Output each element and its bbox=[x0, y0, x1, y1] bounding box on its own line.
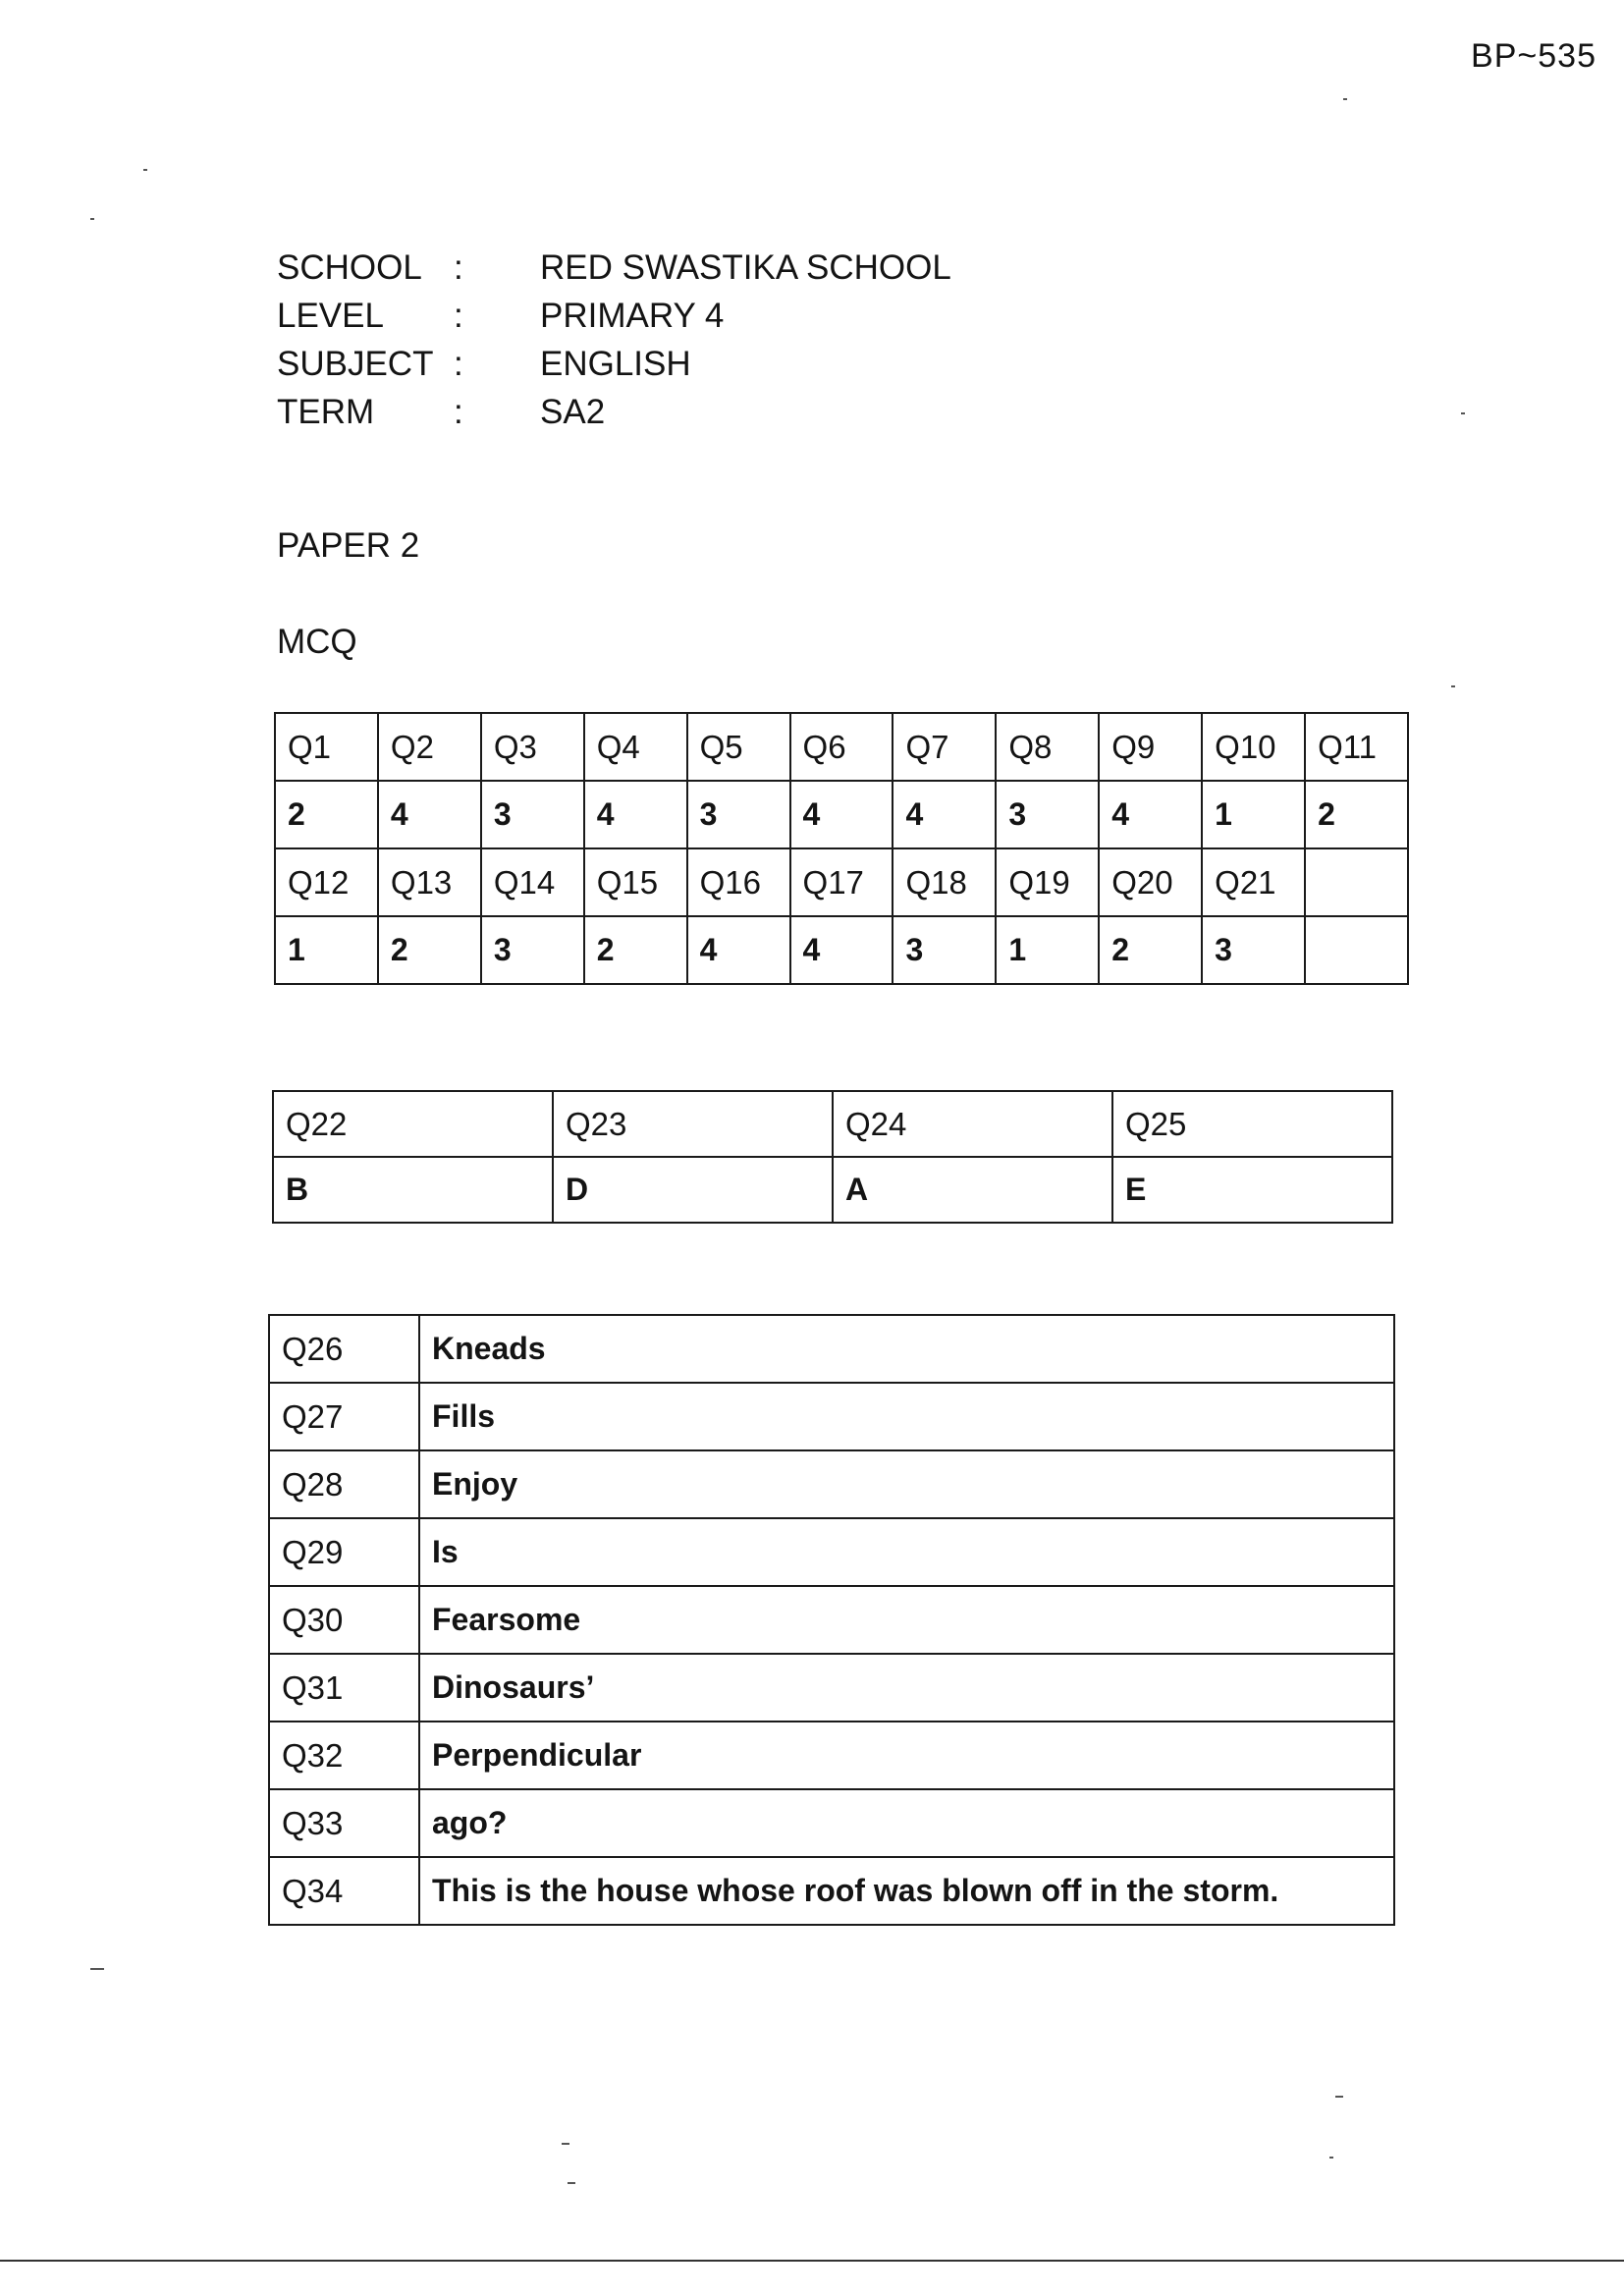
answer-cell: Fills bbox=[419, 1383, 1394, 1450]
question-cell: Q21 bbox=[1202, 848, 1305, 916]
table-row bbox=[269, 1383, 1394, 1450]
table-row bbox=[275, 781, 1408, 848]
question-cell: Q2 bbox=[378, 713, 481, 781]
answer-cell: 4 bbox=[378, 781, 481, 848]
question-cell: Q14 bbox=[481, 848, 584, 916]
answer-cell: 2 bbox=[1305, 781, 1408, 848]
info-value: SA2 bbox=[540, 392, 606, 431]
answer-cell: 2 bbox=[1099, 916, 1202, 984]
question-cell: Q11 bbox=[1305, 713, 1408, 781]
info-label: SUBJECT bbox=[277, 344, 434, 383]
info-value: ENGLISH bbox=[540, 344, 691, 383]
answer-cell: Is bbox=[419, 1518, 1394, 1586]
scan-speck bbox=[1343, 98, 1347, 100]
scan-speck bbox=[90, 1968, 104, 1970]
table-row bbox=[273, 1157, 1392, 1223]
question-cell: Q13 bbox=[378, 848, 481, 916]
table-row bbox=[269, 1857, 1394, 1925]
question-cell: Q23 bbox=[553, 1091, 833, 1157]
question-cell: Q27 bbox=[269, 1383, 419, 1450]
question-cell: Q30 bbox=[269, 1586, 419, 1654]
scan-speck bbox=[143, 169, 147, 171]
mcq-answer-table bbox=[274, 712, 1409, 985]
question-cell: Q3 bbox=[481, 713, 584, 781]
question-cell: Q6 bbox=[790, 713, 893, 781]
answer-cell: 3 bbox=[481, 916, 584, 984]
table-row bbox=[269, 1315, 1394, 1383]
question-cell: Q8 bbox=[996, 713, 1099, 781]
answer-cell: ago? bbox=[419, 1789, 1394, 1857]
section-heading: MCQ bbox=[277, 623, 357, 661]
table-row bbox=[275, 916, 1408, 984]
answer-cell: 3 bbox=[481, 781, 584, 848]
answer-cell: 3 bbox=[996, 781, 1099, 848]
table-row bbox=[269, 1586, 1394, 1654]
table-row bbox=[269, 1450, 1394, 1518]
paper-heading: PAPER 2 bbox=[277, 526, 420, 565]
info-row-term bbox=[277, 388, 951, 436]
question-cell: Q31 bbox=[269, 1654, 419, 1722]
scan-speck bbox=[1451, 685, 1455, 687]
info-value: RED SWASTIKA SCHOOL bbox=[540, 247, 951, 287]
question-cell: Q22 bbox=[273, 1091, 553, 1157]
answer-cell: Kneads bbox=[419, 1315, 1394, 1383]
empty-cell bbox=[1305, 848, 1408, 916]
school-info bbox=[277, 244, 951, 436]
question-cell: Q24 bbox=[833, 1091, 1112, 1157]
info-label: TERM bbox=[277, 392, 375, 431]
table-row bbox=[269, 1518, 1394, 1586]
question-cell: Q17 bbox=[790, 848, 893, 916]
info-label: LEVEL bbox=[277, 296, 384, 335]
table-row bbox=[275, 848, 1408, 916]
answer-cell: 2 bbox=[275, 781, 378, 848]
answer-cell: 2 bbox=[584, 916, 687, 984]
info-value: PRIMARY 4 bbox=[540, 296, 725, 335]
answer-cell: Fearsome bbox=[419, 1586, 1394, 1654]
question-cell: Q34 bbox=[269, 1857, 419, 1925]
question-cell: Q26 bbox=[269, 1315, 419, 1383]
scan-speck bbox=[1335, 2096, 1343, 2098]
scan-speck bbox=[562, 2143, 569, 2145]
answer-cell: 4 bbox=[584, 781, 687, 848]
table-row bbox=[269, 1654, 1394, 1722]
question-cell: Q10 bbox=[1202, 713, 1305, 781]
info-row-level bbox=[277, 292, 951, 340]
answer-cell: E bbox=[1112, 1157, 1392, 1223]
answer-cell: 4 bbox=[687, 916, 790, 984]
table-row bbox=[273, 1091, 1392, 1157]
answer-cell: 1 bbox=[1202, 781, 1305, 848]
table-row bbox=[275, 713, 1408, 781]
table-row bbox=[269, 1722, 1394, 1789]
answer-cell: 1 bbox=[996, 916, 1099, 984]
answer-cell: B bbox=[273, 1157, 553, 1223]
scan-speck bbox=[1329, 2157, 1333, 2159]
question-cell: Q18 bbox=[893, 848, 996, 916]
table-row bbox=[269, 1789, 1394, 1857]
answer-cell: 2 bbox=[378, 916, 481, 984]
question-cell: Q33 bbox=[269, 1789, 419, 1857]
info-colon: : bbox=[454, 247, 463, 287]
answer-cell: 4 bbox=[893, 781, 996, 848]
answer-cell: 1 bbox=[275, 916, 378, 984]
question-cell: Q9 bbox=[1099, 713, 1202, 781]
question-cell: Q7 bbox=[893, 713, 996, 781]
question-cell: Q19 bbox=[996, 848, 1099, 916]
scan-speck bbox=[568, 2182, 575, 2184]
answer-cell: 4 bbox=[790, 916, 893, 984]
info-label: SCHOOL bbox=[277, 247, 422, 287]
question-cell: Q5 bbox=[687, 713, 790, 781]
question-cell: Q28 bbox=[269, 1450, 419, 1518]
document-id: BP~535 bbox=[1471, 37, 1597, 75]
letter-answer-table bbox=[272, 1090, 1393, 1224]
question-cell: Q12 bbox=[275, 848, 378, 916]
question-cell: Q16 bbox=[687, 848, 790, 916]
answer-cell: Perpendicular bbox=[419, 1722, 1394, 1789]
scan-speck bbox=[90, 218, 94, 220]
question-cell: Q29 bbox=[269, 1518, 419, 1586]
answer-cell: This is the house whose roof was blown off in the storm. bbox=[419, 1857, 1394, 1925]
question-cell: Q4 bbox=[584, 713, 687, 781]
question-cell: Q15 bbox=[584, 848, 687, 916]
question-cell: Q1 bbox=[275, 713, 378, 781]
answer-cell: 3 bbox=[687, 781, 790, 848]
info-colon: : bbox=[454, 392, 463, 431]
scan-speck bbox=[1461, 412, 1465, 414]
answer-cell: 4 bbox=[790, 781, 893, 848]
question-cell: Q25 bbox=[1112, 1091, 1392, 1157]
empty-cell bbox=[1305, 916, 1408, 984]
answer-cell: 4 bbox=[1099, 781, 1202, 848]
page-bottom-line bbox=[0, 2260, 1624, 2262]
question-cell: Q32 bbox=[269, 1722, 419, 1789]
answer-cell: A bbox=[833, 1157, 1112, 1223]
info-row-school bbox=[277, 244, 951, 292]
answer-cell: Dinosaurs’ bbox=[419, 1654, 1394, 1722]
info-colon: : bbox=[454, 344, 463, 383]
answer-cell: D bbox=[553, 1157, 833, 1223]
question-cell: Q20 bbox=[1099, 848, 1202, 916]
info-row-subject bbox=[277, 340, 951, 388]
answer-cell: 3 bbox=[893, 916, 996, 984]
answer-cell: 3 bbox=[1202, 916, 1305, 984]
word-answer-table bbox=[268, 1314, 1395, 1926]
answer-cell: Enjoy bbox=[419, 1450, 1394, 1518]
info-colon: : bbox=[454, 296, 463, 335]
